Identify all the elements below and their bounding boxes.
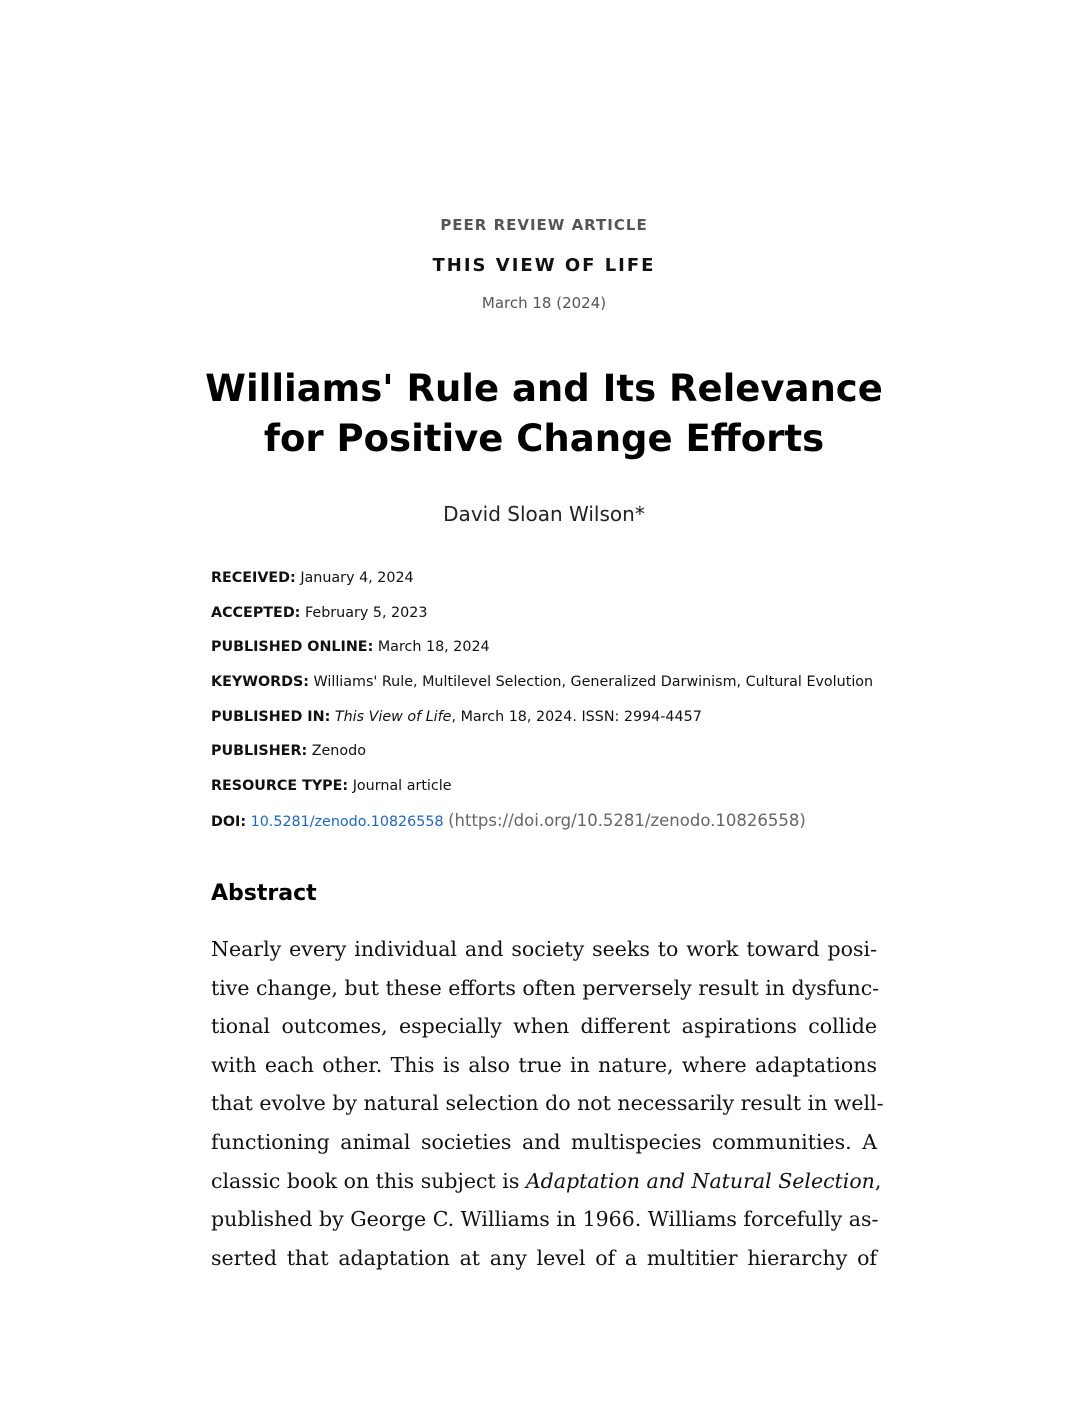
abstract-line: that evolve by natural selection do not necessarily result in well-: [211, 1091, 884, 1116]
meta-doi: [211, 811, 891, 846]
meta-accepted-label: ACCEPTED:: [211, 604, 301, 621]
doi-link[interactable]: 10.5281/zenodo.10826558: [250, 813, 444, 830]
meta-resource-type-value: Journal article: [348, 778, 452, 795]
meta-keywords-label: KEYWORDS:: [211, 674, 310, 691]
title-line-1: Williams' Rule and Its Relevance: [205, 367, 883, 410]
meta-keywords-value: Williams' Rule, Multilevel Selection, Generalized Darwinism, Cultural Evolution: [309, 674, 874, 691]
meta-resource-type: [211, 776, 891, 811]
meta-keywords: [211, 672, 891, 707]
meta-published-online-value: March 18, 2024: [373, 639, 490, 656]
abstract-heading: Abstract: [211, 881, 317, 906]
meta-published-online: [211, 637, 891, 672]
abstract-line: [211, 1162, 882, 1201]
meta-accepted-value: February 5, 2023: [300, 604, 428, 621]
meta-doi-label: DOI:: [211, 813, 247, 830]
abstract-line: Nearly every individual and society seeks to work toward posi-: [211, 937, 877, 961]
meta-published-in-label: PUBLISHED IN:: [211, 708, 331, 725]
doi-url: (https://doi.org/10.5281/zenodo.10826558): [448, 810, 806, 830]
abstract-line: published by George C. Williams in 1966. Williams forcefully as-: [211, 1207, 879, 1232]
article-metadata: [211, 568, 891, 846]
article-title: [144, 364, 944, 464]
abstract-body: [211, 930, 884, 1277]
meta-publisher: [211, 741, 891, 776]
journal-name: THIS VIEW OF LIFE: [432, 255, 656, 276]
book-title: Adaptation and Natural Selection: [525, 1168, 875, 1193]
article-type-label: PEER REVIEW ARTICLE: [440, 216, 648, 234]
issue-date: March 18 (2024): [481, 294, 607, 312]
abstract-line: tional outcomes, especially when different aspirations collide: [211, 1014, 877, 1039]
abstract-line: serted that adaptation at any level of a multitier hierarchy of: [211, 1245, 877, 1270]
abstract-line-7-pre: classic book on this subject is: [211, 1168, 526, 1193]
meta-published-in-rest: , March 18, 2024. ISSN: 2994-4457: [451, 708, 702, 725]
author-name: David Sloan Wilson*: [443, 502, 645, 526]
meta-published-online-label: PUBLISHED ONLINE:: [211, 639, 374, 656]
meta-published-in: [211, 707, 891, 742]
meta-publisher-value: Zenodo: [307, 743, 366, 760]
abstract-line: functioning animal societies and multispecies communities. A: [211, 1129, 877, 1154]
title-line-2: for Positive Change Efforts: [263, 417, 825, 460]
abstract-line: with each other. This is also true in nature, where adaptations: [211, 1052, 877, 1077]
meta-received-label: RECEIVED:: [211, 570, 296, 586]
meta-received: [211, 568, 891, 603]
meta-resource-type-label: RESOURCE TYPE:: [211, 778, 349, 795]
meta-published-in-journal: This View of Life: [334, 708, 452, 725]
abstract-line-7-post: ,: [874, 1168, 882, 1193]
meta-received-value: January 4, 2024: [295, 570, 414, 586]
abstract-line: tive change, but these efforts often perversely result in dysfunc-: [211, 975, 880, 1000]
meta-accepted: [211, 603, 891, 638]
meta-publisher-label: PUBLISHER:: [211, 743, 308, 760]
